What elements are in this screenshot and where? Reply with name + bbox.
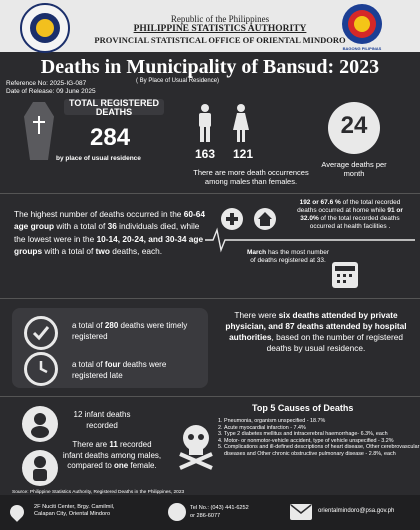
causes-title: Top 5 Causes of Deaths <box>252 403 354 413</box>
psa-seal-logo <box>20 3 70 53</box>
late-registration-text: a total of four deaths were registered late <box>72 360 167 380</box>
infant-sex-text: There are 11 recorded infant deaths among males, compared to one female. <box>62 440 162 470</box>
divider <box>0 298 420 299</box>
bagong-pilipinas-logo <box>342 4 382 44</box>
medical-cross-icon <box>221 208 243 230</box>
divider <box>0 396 420 397</box>
cause-item: 4. Motor- or nonmotor-vehicle accident, type of vehicle unspecified - 3.2% <box>224 438 420 445</box>
causes-list <box>216 418 420 458</box>
divider <box>0 193 420 194</box>
skull-crossbones-icon <box>176 420 216 470</box>
house-icon <box>254 208 276 230</box>
female-deaths-value: 121 <box>233 147 254 161</box>
total-caption: by place of usual residence <box>56 155 141 162</box>
sex-comparison-note: There are more death occurrences among males than females. <box>193 168 309 186</box>
male-deaths-value: 163 <box>195 147 216 161</box>
cause-item: 3. Type 2 diabetes mellitus and intracerebral haemorrhage- 6.3%, each <box>224 431 420 438</box>
header-line-3: PROVINCIAL STATISTICAL OFFICE OF ORIENTAL MINDORO <box>94 35 346 45</box>
header-line-2: PHILIPPINE STATISTICS AUTHORITY <box>133 24 307 34</box>
page-title: Deaths in Municipality of Bansud: 2023 <box>40 56 380 78</box>
average-label: Average deaths per month <box>321 160 387 178</box>
total-value: 284 <box>90 124 131 151</box>
female-icon <box>232 104 250 142</box>
total-label: TOTAL REGISTERED DEATHS <box>68 98 159 117</box>
march-text: March has the most number of deaths registered at 33. <box>246 249 330 264</box>
phone-icon <box>168 503 186 521</box>
infant-deaths-text: 12 infant deaths recorded <box>73 410 131 430</box>
cause-item: 1. Pneumonia, organism unspecified - 18.7% <box>224 418 420 425</box>
header-band <box>0 0 420 52</box>
baby-icon <box>22 406 58 442</box>
calendar-icon <box>332 262 358 288</box>
source-note: Source: Philippine Statistics Authority, Registered Deaths in the Philippines, 2023 <box>12 490 185 495</box>
bagong-pilipinas-caption: BAGONG PILIPINAS <box>342 46 382 51</box>
attendance-text: There were six deaths attended by private physician, and 87 deaths attended by hospital authorities, based on the number of registered deaths by usual residence. <box>225 310 407 353</box>
release-date: Date of Release: 09 June 2025 <box>6 88 96 95</box>
footer-address: 2F Nuciti Center, Brgy. Camilmil, Calapan City, Oriental Mindoro <box>34 504 115 517</box>
boy-icon <box>22 450 58 486</box>
cause-item: 5. Complications and ill-defined descriptions of heart disease, Other cerebrovascular diseases and Other chronic obstructive pulmonary disease - 2.8%, each <box>224 444 420 457</box>
footer-phone: Tel No.: (043) 441-6252 or 286-6077 <box>190 505 249 519</box>
footer-email[interactable]: orientalmindoro@psa.gov.ph <box>318 508 395 514</box>
male-icon <box>196 104 214 142</box>
average-value: 24 <box>340 112 368 139</box>
age-group-text: The highest number of deaths occurred in the 60-64 age group with a total of 36 individuals died, while the lowest were in the 10-14, 20-24, and 30-34 age groups with a total of two deaths, each. <box>14 209 205 257</box>
page-subtitle: ( By Place of Usual Residence) <box>136 78 220 84</box>
reference-number: Reference No: 2025-IG-087 <box>6 80 87 87</box>
clock-icon <box>24 352 58 386</box>
checkmark-icon <box>24 316 58 350</box>
header-line-1: Republic of the Philippines <box>170 14 270 24</box>
home-vs-facility-text: 192 or 67.6 % of the total recorded deaths occurred at home while 91 or 32.0% of the total recorded deaths occurred at health facilities . <box>297 199 403 230</box>
timely-registration-text: a total of 280 deaths were timely registered <box>72 321 188 341</box>
email-icon <box>290 504 312 520</box>
cause-item: 2. Acute myocardial infarction - 7.4% <box>224 425 420 432</box>
cross-icon <box>33 116 45 134</box>
